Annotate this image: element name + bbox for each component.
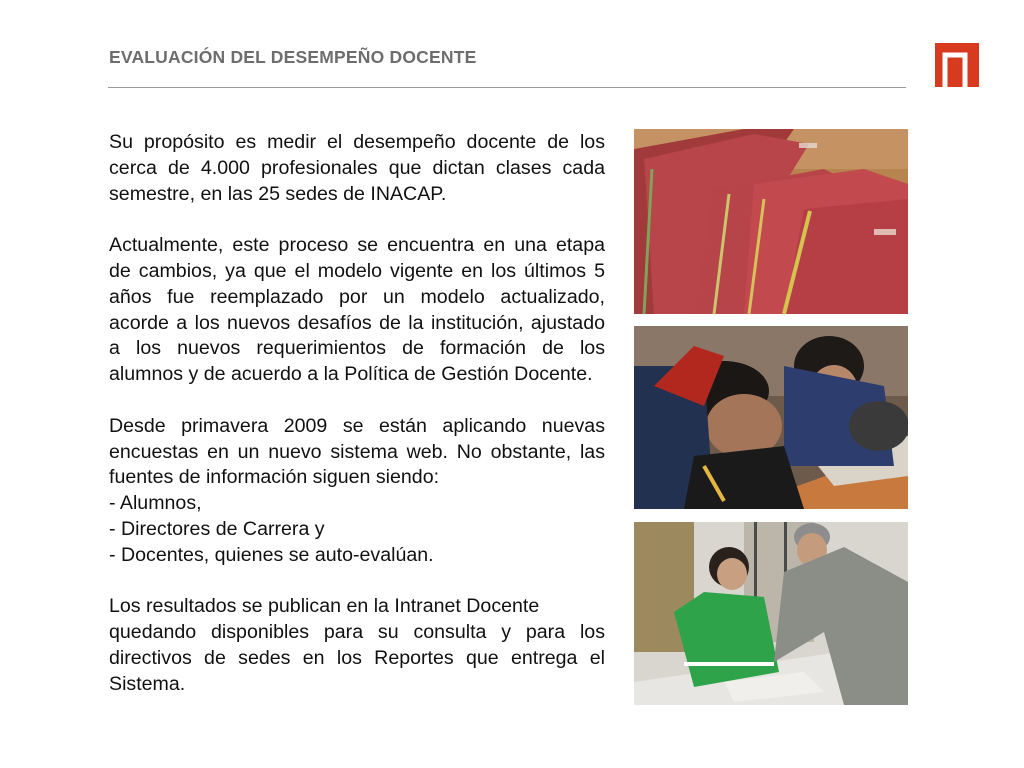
- purpose-paragraph: Su propósito es medir el desempeño docente de los cerca de 4.000 profesionales que dictan clases cada semestre, en las 25 sedes de INACAP.: [109, 131, 605, 205]
- notebooks-photo-icon: [634, 129, 908, 314]
- list-item: - Docentes, quienes se auto-evalúan.: [109, 543, 434, 566]
- body-text: [109, 130, 605, 698]
- students-writing-photo-icon: [634, 326, 908, 509]
- inacap-logo-icon: [935, 43, 979, 87]
- list-item: - Alumnos,: [109, 492, 202, 515]
- list-item: - Directores de Carrera y: [109, 517, 325, 540]
- results-paragraph: quedando disponibles para su consulta y para los directivos de sedes en los Reportes que entrega el Sistema.: [109, 621, 605, 695]
- title-divider: [108, 87, 906, 88]
- changes-paragraph: Actualmente, este proceso se encuentra en una etapa de cambios, ya que el modelo vigente en los últimos 5 años fue reemplazado por un modelo actualizado, acorde a los nuevos desafíos de la institución, ajustado a los nuevos requerimientos de formación de los alumnos y de acuerdo a la Política de Gestión Docente.: [109, 234, 605, 386]
- teacher-student-photo-icon: [634, 522, 908, 705]
- results-paragraph-first-line: Los resultados se publican en la Intranet Docente: [109, 595, 540, 618]
- page-title: EVALUACIÓN DEL DESEMPEÑO DOCENTE: [109, 47, 477, 67]
- sources-paragraph: Desde primavera 2009 se están aplicando nuevas encuestas en un nuevo sistema web. No obstante, las fuentes de información siguen siendo:: [109, 414, 605, 489]
